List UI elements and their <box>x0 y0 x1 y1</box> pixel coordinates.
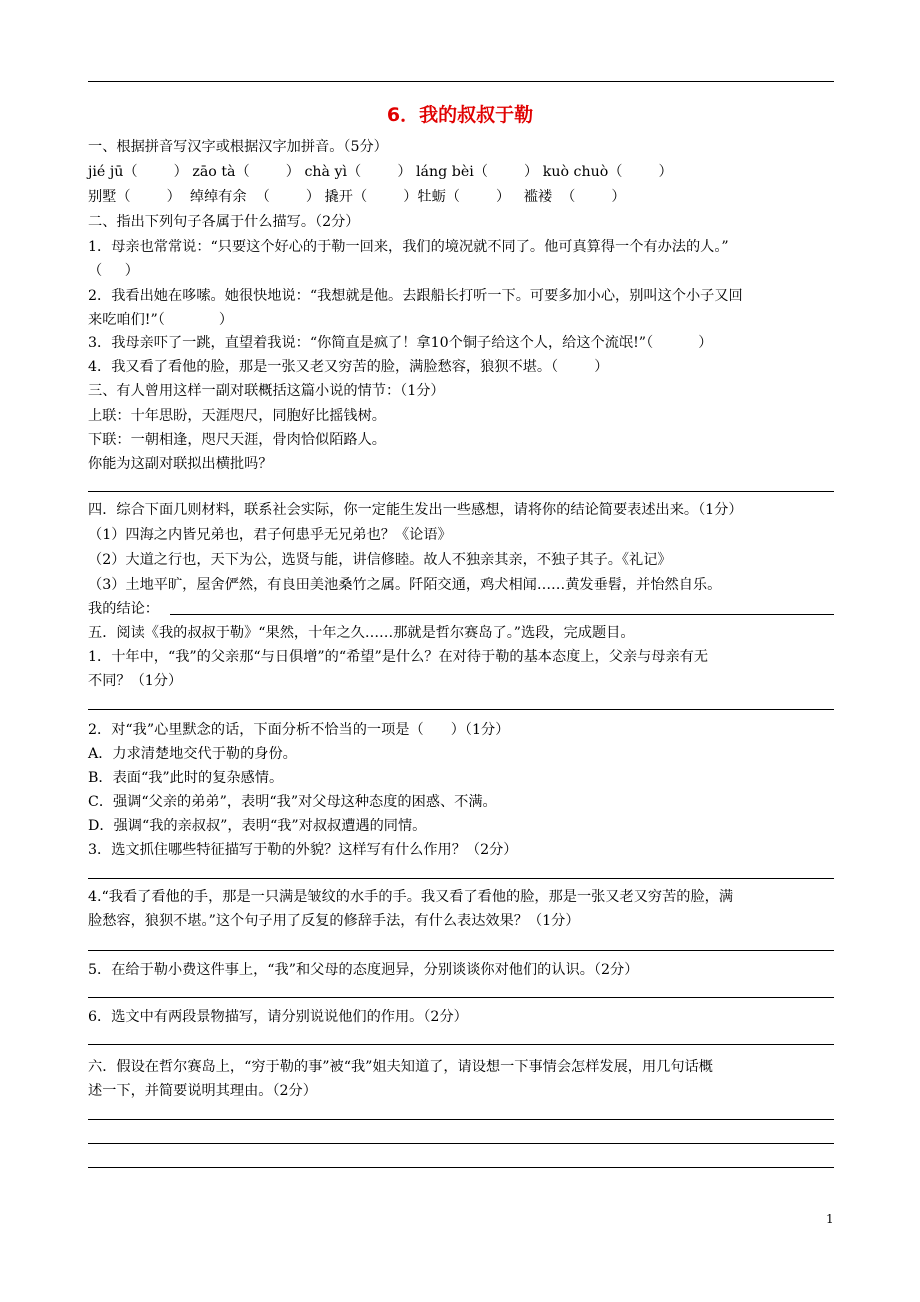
hanzi-row: 别墅（ ） 绰绰有余 （ ） 撬开（ ）牡蛎（ ） 褴褛 （ ） <box>88 189 626 205</box>
answer-line[interactable] <box>88 997 834 998</box>
s5-question-5: 5．在给于勒小费这件事上，“我”和父母的态度迥异，分别谈谈你对他们的认识。（2分） <box>88 962 639 978</box>
answer-line[interactable] <box>88 950 834 951</box>
page-title: 6．我的叔叔于勒 <box>386 104 534 126</box>
section1-heading: 一、根据拼音写汉字或根据汉字加拼音。（5分） <box>88 139 388 155</box>
answer-line[interactable] <box>88 1167 834 1168</box>
s2-question-1-blank: （ ） <box>88 263 139 279</box>
answer-line[interactable] <box>88 878 834 879</box>
s5-question-1-cont: 不同？（1分） <box>88 673 183 689</box>
s5-question-4-cont: 脸愁容，狼狈不堪。”这个句子用了反复的修辞手法，有什么表达效果？（1分） <box>88 913 580 929</box>
s5-question-1: 1．十年中，“我”的父亲那“与日俱增”的“希望”是什么？在对待于勒的基本态度上，父亲与母亲有无 <box>88 649 709 665</box>
answer-line[interactable] <box>88 1044 834 1045</box>
section6-heading-cont: 述一下，并简要说明其理由。（2分） <box>88 1083 317 1099</box>
page-number: 1 <box>826 1212 834 1226</box>
answer-line[interactable] <box>88 709 834 710</box>
section3-heading: 三、有人曾用这样一副对联概括这篇小说的情节：（1分） <box>88 383 445 399</box>
couplet-upper: 上联：十年思盼，天涯咫尺，同胞好比摇钱树。 <box>88 408 386 424</box>
conclusion-answer-line[interactable] <box>170 614 834 615</box>
s2-question-4: 4．我又看了看他的脸，那是一张又老又穷苦的脸，满脸愁容，狼狈不堪。（ ） <box>88 359 609 375</box>
material-1: （1）四海之内皆兄弟也，君子何患乎无兄弟也？《论语》 <box>88 527 452 543</box>
header-rule <box>88 81 834 82</box>
answer-line[interactable] <box>88 1119 834 1120</box>
option-d: D．强调“我的亲叔叔”，表明“我”对叔叔遭遇的同情。 <box>88 818 427 834</box>
s2-question-3: 3．我母亲吓了一跳，直望着我说：“你简直是疯了！拿10个铜子给这个人，给这个流氓!”（ ） <box>88 335 713 351</box>
s2-question-2-cont: 来吃咱们!”（ ） <box>88 312 234 328</box>
s5-question-3: 3．选文抓住哪些特征描写于勒的外貌？这样写有什么作用？（2分） <box>88 842 518 858</box>
conclusion-label: 我的结论： <box>88 601 159 617</box>
s3-question: 你能为这副对联拟出横批吗？ <box>88 456 273 472</box>
option-b: B．表面“我”此时的复杂感情。 <box>88 770 284 786</box>
pinyin-row: jié jū（ ） zāo tà（ ） chà yì（ ） láng bèi（ ） kuò chuò（ ） <box>88 164 673 180</box>
s2-question-2: 2．我看出她在哆嗦。她很快地说：“我想就是他。去跟船长打听一下。可要多加小心，别叫这个小子又回 <box>88 288 743 304</box>
section5-heading: 五．阅读《我的叔叔于勒》“果然，十年之久……那就是哲尔赛岛了。”选段，完成题目。 <box>88 625 635 641</box>
material-2: （2）大道之行也，天下为公，选贤与能，讲信修睦。故人不独亲其亲，不独子其子。《礼记》 <box>88 552 672 568</box>
section2-heading: 二、指出下列句子各属于什么描写。（2分） <box>88 214 360 230</box>
answer-line[interactable] <box>88 1143 834 1144</box>
section6-heading: 六．假设在哲尔赛岛上，“穷于勒的事”被“我”姐夫知道了，请设想一下事情会怎样发展，用几句话概 <box>88 1059 713 1075</box>
answer-line[interactable] <box>88 491 834 492</box>
s5-question-6: 6．选文中有两段景物描写，请分别说说他们的作用。（2分） <box>88 1009 468 1025</box>
s2-question-1: 1．母亲也常常说：“只要这个好心的于勒一回来，我们的境况就不同了。他可真算得一个有办法的人。” <box>88 239 729 255</box>
option-c: C．强调“父亲的弟弟”，表明“我”对父母这种态度的困惑、不满。 <box>88 794 497 810</box>
option-a: A．力求清楚地交代于勒的身份。 <box>88 746 297 762</box>
couplet-lower: 下联：一朝相逢，咫尺天涯，骨肉恰似陌路人。 <box>88 432 386 448</box>
s5-question-2: 2．对“我”心里默念的话，下面分析不恰当的一项是（ ）（1分） <box>88 722 510 738</box>
s5-question-4: 4.“我看了看他的手，那是一只满是皱纹的水手的手。我又看了看他的脸，那是一张又老又穷苦的脸，满 <box>88 889 734 905</box>
section4-heading: 四．综合下面几则材料，联系社会实际，你一定能生发出一些感想，请将你的结论简要表述出来。（1分） <box>88 502 743 518</box>
material-3: （3）土地平旷，屋舍俨然，有良田美池桑竹之属。阡陌交通，鸡犬相闻……黄发垂髫，并怡然自乐。 <box>88 577 722 593</box>
